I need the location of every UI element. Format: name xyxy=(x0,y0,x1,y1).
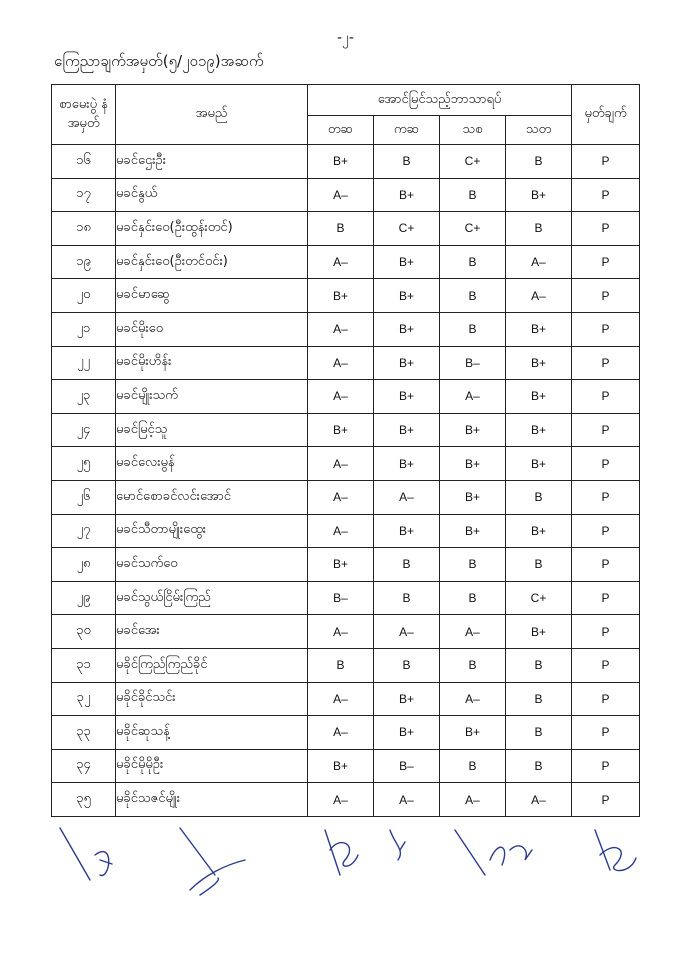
grade-cell: B xyxy=(374,648,440,682)
grade-cell: A– xyxy=(308,380,374,414)
grade-cell: A– xyxy=(308,783,374,817)
grade-cell: A– xyxy=(308,178,374,212)
remark-cell: P xyxy=(572,245,640,279)
subjects-group-header: အောင်မြင်သည့်ဘာသာရပ် xyxy=(308,85,572,116)
results-table xyxy=(51,84,640,817)
grade-cell: B xyxy=(440,245,506,279)
roll-number-cell: ၂၁ xyxy=(52,312,116,346)
remark-cell: P xyxy=(572,145,640,179)
grade-cell: B xyxy=(374,145,440,179)
remark-cell: P xyxy=(572,783,640,817)
grade-cell: C+ xyxy=(440,212,506,246)
student-name-cell: မခင်လေးမွန် xyxy=(116,447,308,481)
table-row xyxy=(52,346,640,380)
grade-cell: B xyxy=(308,648,374,682)
grade-cell: B xyxy=(440,279,506,313)
student-name-cell: မခင်အေး xyxy=(116,615,308,649)
remark-cell: P xyxy=(572,178,640,212)
student-name-cell: မခင်သွယ်ငြိမ်းကြည် xyxy=(116,581,308,615)
table-row xyxy=(52,380,640,414)
grade-cell: B+ xyxy=(374,447,440,481)
signature-mark xyxy=(325,830,358,875)
table-row xyxy=(52,716,640,750)
grade-cell: B+ xyxy=(374,178,440,212)
remark-cell: P xyxy=(572,615,640,649)
grade-cell: B+ xyxy=(308,279,374,313)
roll-number-cell: ၁၉ xyxy=(52,245,116,279)
signature-mark xyxy=(455,830,532,875)
grade-cell: B+ xyxy=(440,514,506,548)
grade-cell: A– xyxy=(374,480,440,514)
roll-number-cell: ၃၁ xyxy=(52,648,116,682)
student-name-cell: မခင်သက်ဝေ xyxy=(116,548,308,582)
signature-mark xyxy=(595,830,636,871)
remark-cell: P xyxy=(572,716,640,750)
roll-number-cell: ၂၂ xyxy=(52,346,116,380)
grade-cell: B xyxy=(374,581,440,615)
student-name-cell: မခင်သီတာမျိုးထွေး xyxy=(116,514,308,548)
roll-number-cell: ၃၅ xyxy=(52,783,116,817)
grade-cell: B+ xyxy=(374,380,440,414)
remark-cell: P xyxy=(572,749,640,783)
signature-area xyxy=(40,820,660,930)
grade-cell: B+ xyxy=(374,312,440,346)
grade-cell: B xyxy=(440,581,506,615)
remark-cell: P xyxy=(572,279,640,313)
grade-cell: B+ xyxy=(440,480,506,514)
signature-mark xyxy=(180,828,245,895)
grade-cell: B+ xyxy=(374,346,440,380)
table-row xyxy=(52,548,640,582)
roll-number-cell: ၁၈ xyxy=(52,212,116,246)
grade-cell: C+ xyxy=(374,212,440,246)
grade-cell: B+ xyxy=(374,682,440,716)
table-row xyxy=(52,783,640,817)
grade-cell: B– xyxy=(308,581,374,615)
grade-cell: B xyxy=(440,548,506,582)
table-row xyxy=(52,312,640,346)
grade-cell: B+ xyxy=(374,245,440,279)
grade-cell: B+ xyxy=(308,749,374,783)
table-row xyxy=(52,581,640,615)
table-row xyxy=(52,279,640,313)
remark-cell: P xyxy=(572,447,640,481)
grade-cell: B xyxy=(506,548,572,582)
grade-cell: B+ xyxy=(374,279,440,313)
table-row xyxy=(52,245,640,279)
remark-cell: P xyxy=(572,548,640,582)
grade-cell: B xyxy=(506,648,572,682)
grade-cell: B– xyxy=(440,346,506,380)
table-row xyxy=(52,413,640,447)
grade-cell: A– xyxy=(440,682,506,716)
student-name-cell: မောင်စောခင်လင်းအောင် xyxy=(116,480,308,514)
table-row xyxy=(52,145,640,179)
grade-cell: A– xyxy=(308,480,374,514)
student-name-cell: မခင်မာဆွေ xyxy=(116,279,308,313)
student-name-cell: မခိုင်မိုမိုဦး xyxy=(116,749,308,783)
name-header: အမည် xyxy=(116,85,308,145)
grade-cell: B xyxy=(440,749,506,783)
grade-cell: B xyxy=(374,548,440,582)
grade-cell: B+ xyxy=(506,312,572,346)
subject-header: ကဆ xyxy=(374,116,440,145)
remark-header: မှတ်ချက် xyxy=(572,85,640,145)
student-name-cell: မခိုင်ကြည်ကြည်ခိုင် xyxy=(116,648,308,682)
grade-cell: B+ xyxy=(440,447,506,481)
remark-cell: P xyxy=(572,514,640,548)
roll-number-cell: ၃၄ xyxy=(52,749,116,783)
table-row xyxy=(52,447,640,481)
roll-number-cell: ၁၇ xyxy=(52,178,116,212)
grade-cell: B+ xyxy=(506,178,572,212)
grade-cell: B+ xyxy=(506,346,572,380)
roll-number-cell: ၂၆ xyxy=(52,480,116,514)
student-name-cell: မခင်မိုးဟိန်း xyxy=(116,346,308,380)
grade-cell: B xyxy=(440,178,506,212)
grade-cell: B+ xyxy=(374,413,440,447)
table-row xyxy=(52,514,640,548)
student-name-cell: မခင်မြင့်သူ xyxy=(116,413,308,447)
remark-cell: P xyxy=(572,380,640,414)
student-name-cell: မခင်နှင်းဝေ(ဦးတင်ဝင်း) xyxy=(116,245,308,279)
grade-cell: B xyxy=(506,145,572,179)
remark-cell: P xyxy=(572,312,640,346)
grade-cell: B+ xyxy=(374,514,440,548)
grade-cell: B+ xyxy=(506,413,572,447)
student-name-cell: မခင်မျိုးသက် xyxy=(116,380,308,414)
table-row xyxy=(52,212,640,246)
remark-cell: P xyxy=(572,581,640,615)
grade-cell: A– xyxy=(440,783,506,817)
grade-cell: C+ xyxy=(506,581,572,615)
remark-cell: P xyxy=(572,413,640,447)
grade-cell: B+ xyxy=(506,447,572,481)
grade-cell: A– xyxy=(440,615,506,649)
grade-cell: A– xyxy=(506,783,572,817)
student-name-cell: မခင်နှင်းဝေ(ဦးထွန်းတင်) xyxy=(116,212,308,246)
grade-cell: B xyxy=(440,648,506,682)
grade-cell: B+ xyxy=(374,716,440,750)
grade-cell: B xyxy=(308,212,374,246)
roll-number-cell: ၂၀ xyxy=(52,279,116,313)
grade-cell: B xyxy=(440,312,506,346)
roll-number-cell: ၃၃ xyxy=(52,716,116,750)
grade-cell: A– xyxy=(374,783,440,817)
student-name-cell: မခိုင်ခိုင်သင်း xyxy=(116,682,308,716)
student-name-cell: မခင်ဌေးဦး xyxy=(116,145,308,179)
grade-cell: A– xyxy=(374,615,440,649)
table-row xyxy=(52,749,640,783)
grade-cell: A– xyxy=(308,447,374,481)
grade-cell: B+ xyxy=(440,716,506,750)
roll-number-cell: ၂၃ xyxy=(52,380,116,414)
table-row xyxy=(52,615,640,649)
grade-cell: A– xyxy=(308,716,374,750)
grade-cell: A– xyxy=(308,615,374,649)
table-row xyxy=(52,648,640,682)
grade-cell: A– xyxy=(440,380,506,414)
grade-cell: A– xyxy=(308,682,374,716)
grade-cell: B+ xyxy=(506,514,572,548)
grade-cell: C+ xyxy=(440,145,506,179)
roll-number-cell: ၂၇ xyxy=(52,514,116,548)
grade-cell: B– xyxy=(374,749,440,783)
page-number: -၂- xyxy=(337,30,354,46)
grade-cell: B xyxy=(506,716,572,750)
table-row xyxy=(52,682,640,716)
grade-cell: A– xyxy=(506,245,572,279)
grade-cell: B+ xyxy=(308,145,374,179)
remark-cell: P xyxy=(572,480,640,514)
remark-cell: P xyxy=(572,648,640,682)
grade-cell: A– xyxy=(308,312,374,346)
signature-mark xyxy=(60,828,112,880)
remark-cell: P xyxy=(572,346,640,380)
remark-cell: P xyxy=(572,212,640,246)
document-heading: ကြေညာချက်အမှတ်(၅/၂၀၁၉)အဆက် xyxy=(54,52,264,70)
grade-cell: A– xyxy=(308,514,374,548)
grade-cell: B+ xyxy=(506,380,572,414)
roll-number-cell: ၂၄ xyxy=(52,413,116,447)
grade-cell: A– xyxy=(506,279,572,313)
grade-cell: A– xyxy=(308,346,374,380)
grade-cell: B xyxy=(506,480,572,514)
roll-number-cell: ၂၉ xyxy=(52,581,116,615)
roll-number-header: စာမေးပွဲ နံအမှတ် xyxy=(52,85,116,145)
table-row xyxy=(52,480,640,514)
student-name-cell: မခိုင်သဇင်မျိုး xyxy=(116,783,308,817)
grade-cell: B+ xyxy=(308,548,374,582)
roll-number-cell: ၂၅ xyxy=(52,447,116,481)
subject-header: သတ xyxy=(506,116,572,145)
grade-cell: B xyxy=(506,749,572,783)
table-row xyxy=(52,178,640,212)
grade-cell: B+ xyxy=(308,413,374,447)
student-name-cell: မခိုင်ဆုသန့် xyxy=(116,716,308,750)
signature-mark xyxy=(390,830,405,860)
student-name-cell: မခင်မိုးဝေ xyxy=(116,312,308,346)
subject-header: တဆ xyxy=(308,116,374,145)
grade-cell: B+ xyxy=(506,615,572,649)
grade-cell: B xyxy=(506,212,572,246)
grade-cell: A– xyxy=(308,245,374,279)
roll-number-cell: ၁၆ xyxy=(52,145,116,179)
remark-cell: P xyxy=(572,682,640,716)
student-name-cell: မခင်နွယ် xyxy=(116,178,308,212)
roll-number-cell: ၂၈ xyxy=(52,548,116,582)
grade-cell: B+ xyxy=(440,413,506,447)
subject-header: သစ xyxy=(440,116,506,145)
roll-number-cell: ၃၂ xyxy=(52,682,116,716)
roll-number-cell: ၃၀ xyxy=(52,615,116,649)
grade-cell: B xyxy=(506,682,572,716)
